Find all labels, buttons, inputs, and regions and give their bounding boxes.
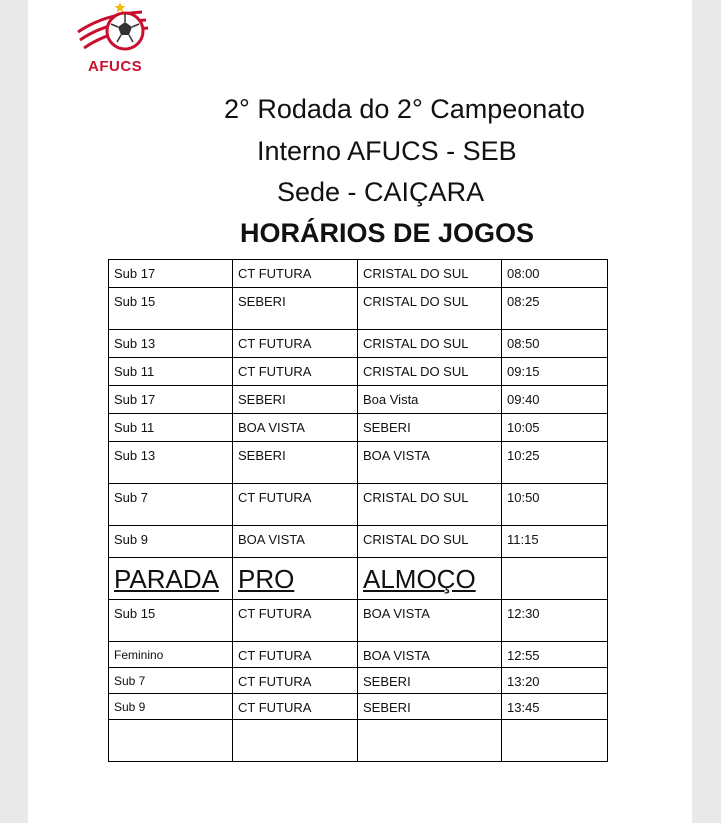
schedule-heading: HORÁRIOS DE JOGOS [240, 218, 535, 248]
team1-cell: SEBERI [238, 448, 286, 463]
team1-cell: BOA VISTA [238, 420, 305, 435]
break-word-2: PRO [238, 564, 295, 594]
category-cell: Sub 11 [114, 420, 155, 435]
team1-cell: CT FUTURA [238, 648, 312, 663]
team2-cell: SEBERI [363, 420, 411, 435]
team1-cell: SEBERI [238, 392, 286, 407]
team2-cell: CRISTAL DO SUL [363, 532, 469, 547]
table-row [109, 414, 608, 442]
team2-cell: SEBERI [363, 700, 411, 715]
time-cell: 09:40 [507, 392, 540, 407]
category-cell: Sub 13 [114, 336, 156, 351]
table-row [109, 442, 608, 484]
team1-cell: BOA VISTA [238, 532, 305, 547]
time-cell: 11:15 [507, 532, 539, 547]
table-row [109, 386, 608, 414]
team2-cell: SEBERI [363, 674, 411, 689]
table-row [109, 288, 608, 330]
empty-row [109, 720, 608, 762]
table-row [109, 694, 608, 720]
time-cell: 08:00 [507, 266, 540, 281]
team1-cell: CT FUTURA [238, 700, 312, 715]
category-cell: Sub 7 [114, 490, 148, 505]
category-cell: Feminino [114, 648, 164, 662]
team2-cell: BOA VISTA [363, 448, 430, 463]
break-word-1: PARADA [114, 564, 219, 594]
time-cell: 13:45 [507, 700, 540, 715]
schedule-table [108, 259, 608, 762]
team1-cell: CT FUTURA [238, 364, 312, 379]
category-cell: Sub 15 [114, 294, 156, 309]
time-cell: 12:30 [507, 606, 540, 621]
break-word-3: ALMOÇO [363, 564, 476, 594]
team2-cell: CRISTAL DO SUL [363, 336, 469, 351]
team2-cell: BOA VISTA [363, 606, 430, 621]
soccer-ball-logo-icon [76, 0, 156, 60]
time-cell: 13:20 [507, 674, 540, 689]
category-cell: Sub 7 [114, 674, 146, 688]
table-row [109, 330, 608, 358]
title-line-3: Sede - CAIÇARA [277, 177, 485, 207]
team2-cell: CRISTAL DO SUL [363, 294, 469, 309]
time-cell: 09:15 [507, 364, 540, 379]
team1-cell: CT FUTURA [238, 490, 312, 505]
table-row [109, 668, 608, 694]
team1-cell: CT FUTURA [238, 336, 312, 351]
team2-cell: BOA VISTA [363, 648, 430, 663]
team1-cell: CT FUTURA [238, 606, 312, 621]
category-cell: Sub 9 [114, 532, 148, 547]
team1-cell: SEBERI [238, 294, 286, 309]
category-cell: Sub 11 [114, 364, 155, 379]
table-row [109, 600, 608, 642]
category-cell: Sub 17 [114, 392, 156, 407]
category-cell: Sub 13 [114, 448, 156, 463]
title-line-2: Interno AFUCS - SEB [257, 136, 517, 166]
table-row [109, 526, 608, 558]
category-cell: Sub 9 [114, 700, 146, 714]
time-cell: 12:55 [507, 648, 540, 663]
time-cell: 08:50 [507, 336, 540, 351]
afucs-logo [76, 0, 156, 80]
time-cell: 10:50 [507, 490, 540, 505]
team2-cell: CRISTAL DO SUL [363, 266, 469, 281]
category-cell: Sub 17 [114, 266, 156, 281]
team1-cell: CT FUTURA [238, 674, 312, 689]
table-row [109, 484, 608, 526]
table-row [109, 260, 608, 288]
logo-text: AFUCS [88, 58, 143, 75]
time-cell: 10:25 [507, 448, 540, 463]
table-row [109, 358, 608, 386]
time-cell: 10:05 [507, 420, 540, 435]
team2-cell: Boa Vista [363, 392, 419, 407]
team2-cell: CRISTAL DO SUL [363, 490, 469, 505]
table-row [109, 642, 608, 668]
time-cell: 08:25 [507, 294, 540, 309]
title-line-1: 2° Rodada do 2° Campeonato [224, 94, 585, 124]
team2-cell: CRISTAL DO SUL [363, 364, 469, 379]
category-cell: Sub 15 [114, 606, 156, 621]
team1-cell: CT FUTURA [238, 266, 312, 281]
lunch-break-row [109, 558, 608, 600]
